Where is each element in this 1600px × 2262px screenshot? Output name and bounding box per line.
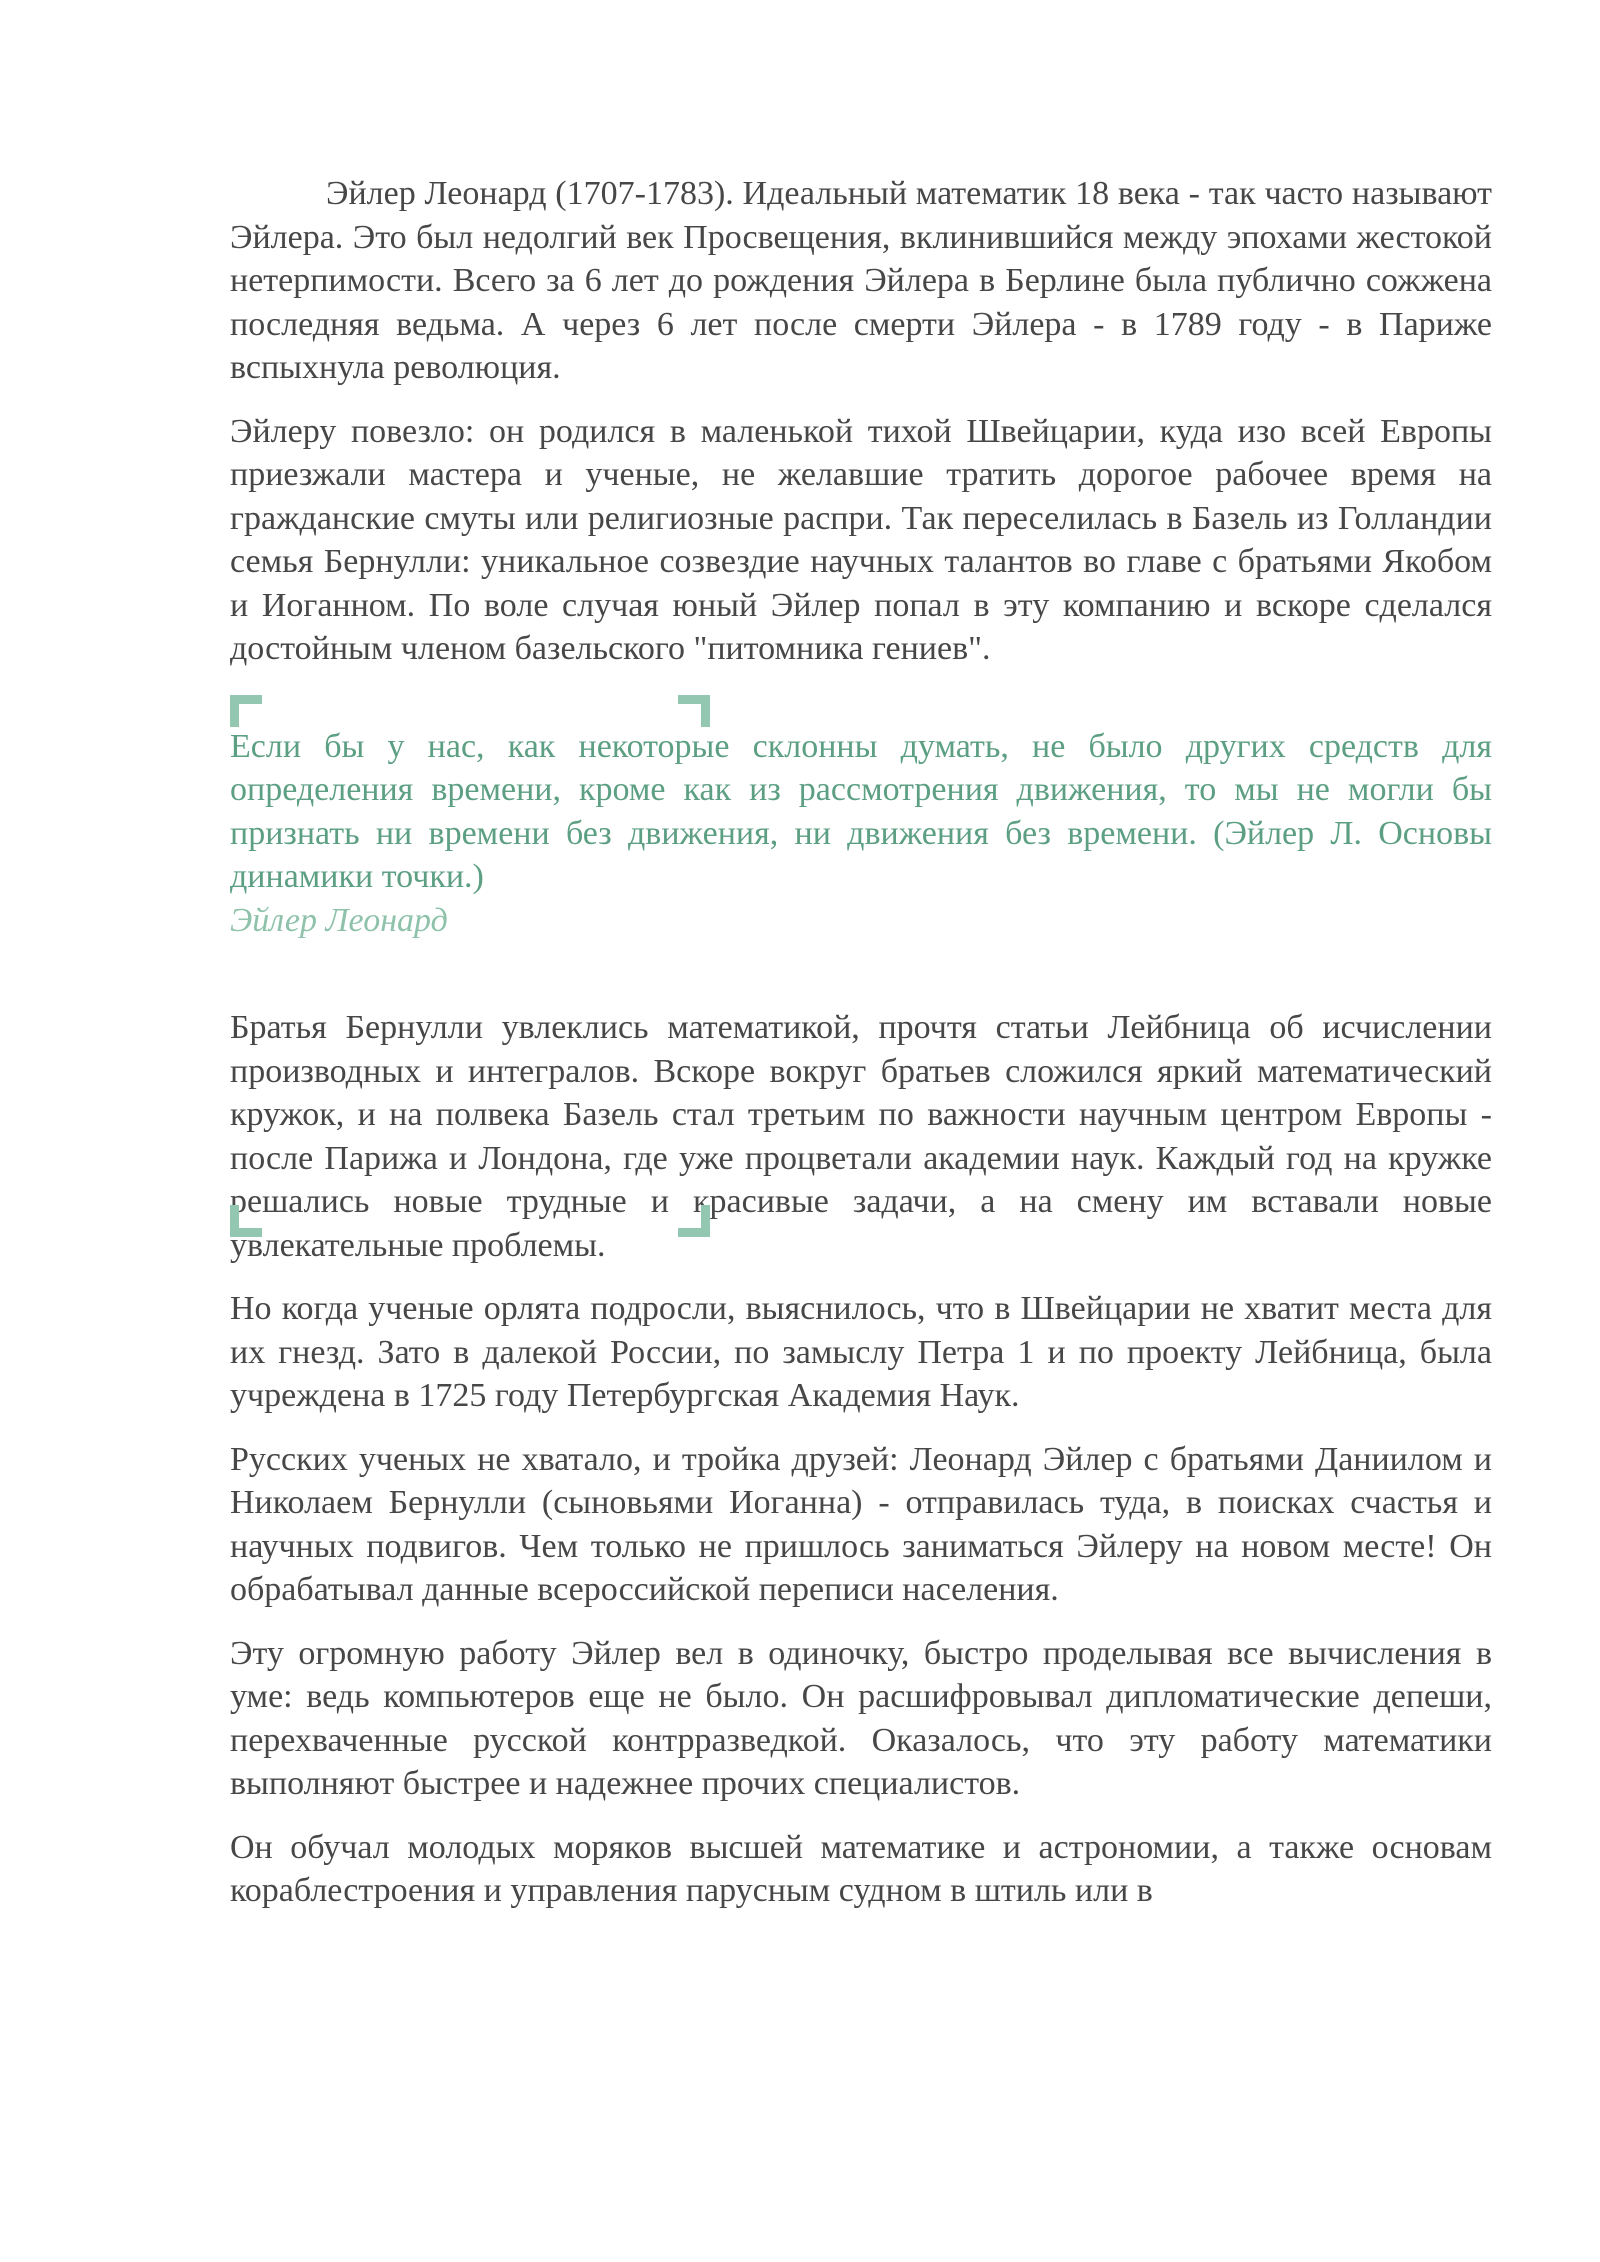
quote-text: Если бы у нас, как некоторые склонны думать, не было других средств для определения времени, кроме как из рассмотрения движения, то мы не могли бы признать ни времени без движения, ни движения без времени. (Эйлер Л. Основы динамики точки.)	[230, 727, 1492, 895]
paragraph-work: Эту огромную работу Эйлер вел в одиночку, быстро проделывая все вычисления в уме: ведь компьютеров еще не было. Он расшифровывал дипломатические депеши, перехваченные русской контрразведкой. Оказалось, что эту работу математики выполняют быстрее и надежнее прочих специалистов.	[230, 1634, 1492, 1802]
paragraph-russia: Но когда ученые орлята подросли, выяснилось, что в Швейцарии не хватит места для их гнезд. Зато в далекой России, по замыслу Петра 1 и по проекту Лейбница, была учреждена в 1725 году Петербургская Академия Наук.	[230, 1290, 1492, 1414]
quote-bracket-bottom-right	[678, 1205, 710, 1237]
quote-frame	[230, 695, 1492, 943]
paragraph-intro: Эйлер Леонард (1707-1783). Идеальный математик 18 века - так часто называют Эйлера. Это был недолгий век Просвещения, вклинившийся между эпохами жестокой нетерпимости. Всего за 6 лет до рождения Эйлера в Берлине была публично сожжена последняя ведьма. А через 6 лет после смерти Эйлера - в 1789 году - в Париже вспыхнула революция.	[230, 175, 1492, 386]
paragraph-switzerland: Эйлеру повезло: он родился в маленькой тихой Швейцарии, куда изо всей Европы приезжали мастера и ученые, не желавшие тратить дорогое рабочее время на гражданские смуты или религиозные распри. Так переселилась в Базель из Голландии семья Бернулли: уникальное созвездие научных талантов во главе с братьями Якобом и Иоганном. По воле случая юный Эйлер попал в эту компанию и вскоре сделался достойным членом базельского "питомника гениев".	[230, 412, 1492, 667]
document-page	[230, 172, 1492, 1933]
continuation-section	[230, 1006, 1492, 1913]
paragraph-sailors: Он обучал молодых моряков высшей математике и астрономии, а также основам кораблестроения и управления парусным судном в штиль или в	[230, 1828, 1492, 1909]
paragraph-bernoulli: Братья Бернулли увлеклись математикой, прочтя статьи Лейбница об исчислении производных и интегралов. Вскоре вокруг братьев сложился яркий математический кружок, и на полвека Базель стал третьим по важности научным центром Европы - после Парижа и Лондона, где уже процветали академии наук. Каждый год на кружке решались новые трудные и красивые задачи, а на смену им вставали новые увлекательные проблемы.	[230, 1009, 1492, 1264]
quote-author: Эйлер Леонард	[230, 901, 448, 939]
quote-bracket-bottom-left	[230, 1205, 262, 1237]
paragraph-trio: Русских ученых не хватало, и тройка друзей: Леонард Эйлер с братьями Даниилом и Николаем Бернулли (сыновьями Иоганна) - отправилась туда, в поисках счастья и научных подвигов. Чем только не пришлось заниматься Эйлеру на новом месте! Он обрабатывал данные всероссийской переписи населения.	[230, 1440, 1492, 1608]
quote-bracket-top-right	[678, 695, 710, 727]
quote-bracket-top-left	[230, 695, 262, 727]
